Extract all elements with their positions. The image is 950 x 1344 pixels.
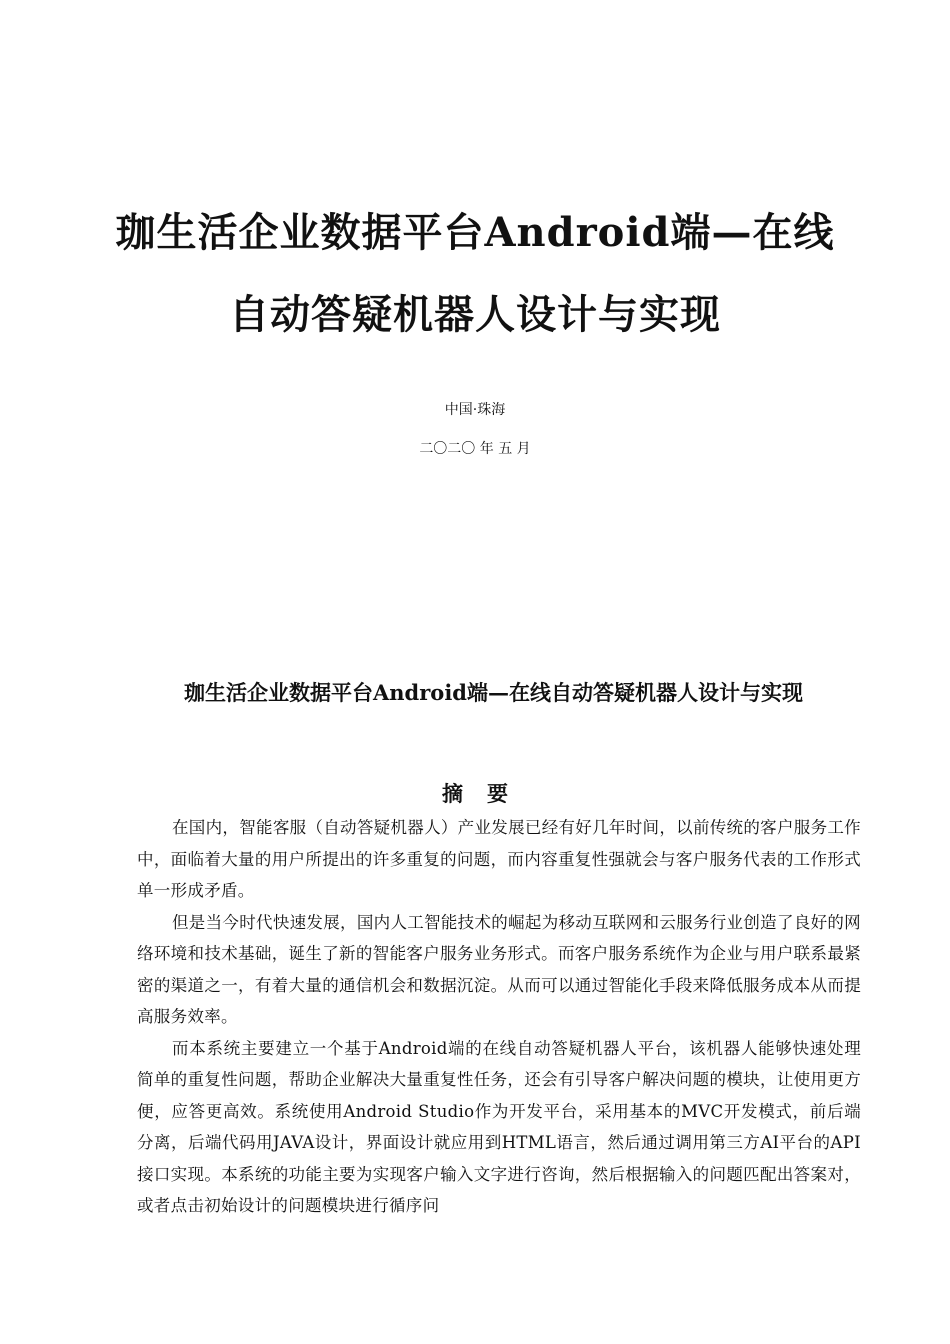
abstract-heading: 摘要	[442, 781, 532, 806]
abstract-body	[137, 812, 861, 1222]
abstract-paragraph: 而本系统主要建立一个基于Android端的在线自动答疑机器人平台，该机器人能够快速处理简单的重复性问题，帮助企业解决大量重复性任务，还会有引导客户解决问题的模块，让使用更方便，应答更高效。系统使用Android Studio作为开发平台，采用基本的MVC开发模式，前后端分离，后端代码用JAVA设计，界面设计就应用到HTML语言，然后通过调用第三方AI平台的API接口实现。本系统的功能主要为实现客户输入文字进行咨询，然后根据输入的问题匹配出答案对，或者点击初始设计的问题模块进行循序问	[137, 1038, 861, 1215]
cover-place: 中国·珠海	[444, 402, 506, 418]
abstract-paragraph: 但是当今时代快速发展，国内人工智能技术的崛起为移动互联网和云服务行业创造了良好的网络环境和技术基础，诞生了新的智能客户服务业务形式。而客户服务系统作为企业与用户联系最紧密的渠道之一，有着大量的通信机会和数据沉淀。从而可以通过智能化手段来降低服务成本从而提高服务效率。	[137, 912, 861, 1026]
cover-title-line-2: 自动答疑机器人设计与实现	[229, 291, 721, 338]
cover-date: 二〇二〇 年 五 月	[419, 441, 531, 457]
abstract-title: 珈生活企业数据平台Android端—在线自动答疑机器人设计与实现	[184, 680, 803, 705]
cover-title-line-1: 珈生活企业数据平台Android端—在线	[115, 209, 835, 256]
cover-title	[60, 192, 890, 356]
abstract-paragraph: 在国内，智能客服（自动答疑机器人）产业发展已经有好几年时间，以前传统的客户服务工作中，面临着大量的用户所提出的许多重复的问题，而内容重复性强就会与客户服务代表的工作形式单一形成矛盾。	[137, 818, 861, 900]
